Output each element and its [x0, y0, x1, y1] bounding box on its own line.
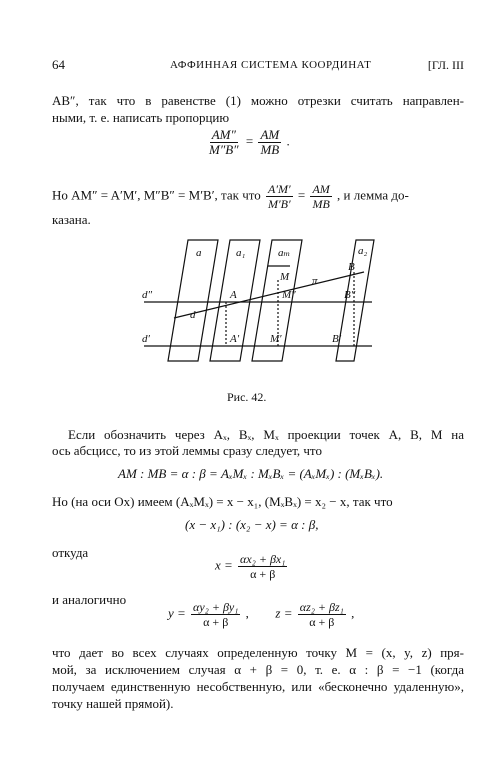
label-B: B: [348, 261, 355, 273]
word-analogichno: и аналогично: [52, 592, 127, 607]
label-B-prime: B′: [332, 333, 342, 345]
label-M: M: [280, 271, 290, 283]
label-plane-a: a: [196, 247, 202, 259]
label-pi: π: [312, 275, 318, 287]
line-d: [174, 272, 364, 318]
figure-42: [136, 236, 376, 376]
label-B-double-prime: B″: [344, 289, 356, 301]
para5-line4: точку нашей прямой).: [52, 696, 174, 711]
plane-a: [168, 240, 218, 361]
word-otkuda: откуда: [52, 545, 89, 560]
para3-line2: ось абсцисс, то из этой леммы сразу следует, что: [52, 443, 322, 458]
para2-line1: Но AM″ = A′M′, M″B″ = M′B′, так что $\frac{A'M'}{M'B'}$ = $\frac{AM}{MB}$ , и лемма до-: [52, 182, 409, 211]
eq1-left-fraction: $\frac{AM''}{M''B''}$: [209, 127, 239, 157]
para5-line3: получаем единственную несобственную, или «бесконечно удаленную»,: [52, 679, 464, 694]
label-d-prime: d′: [142, 333, 150, 345]
label-A: A: [230, 289, 237, 301]
equation-5: y = $\frac{\text{αy₂ + βy₁}}{\alpha + \beta}$ , z = $\frac{\text{αz₂ + βz₁}}{\alpha + \beta}$ ,: [168, 600, 355, 629]
chapter-ref: [ГЛ. III: [427, 58, 464, 72]
para3-line1: Если обозначить через Aₓ, Bₓ, Mₓ проекции точек A, B, M на: [68, 427, 464, 442]
equation-2: AM : MB = α : β = AₓMₓ : MₓBₓ = (AₓMₓ) : (MₓBₓ).: [118, 466, 384, 481]
label-M-double-prime: M″: [282, 289, 296, 301]
para2-left-fraction: $\frac{A'M'}{M'B'}$: [268, 182, 291, 211]
eq1-right-fraction: $\frac{AM}{MB}$: [260, 127, 280, 157]
running-title: АФФИННАЯ СИСТЕМА КООРДИНАТ: [170, 59, 372, 71]
para1-line2: ными, т. е. написать пропорцию: [52, 110, 230, 125]
label-d: d: [190, 309, 196, 321]
equation-3: (x − x₁) : (x₂ − x) = α : β,: [185, 517, 319, 532]
figure-caption: Рис. 42.: [227, 390, 267, 404]
label-plane-am: aₘ: [278, 247, 291, 259]
para1-line1: AB″, так что в равенстве (1) можно отрезки считать направлен-: [52, 93, 464, 108]
label-d-double-prime: d″: [142, 289, 153, 301]
para2-right-fraction: $\frac{AM}{MB}$: [312, 182, 330, 211]
label-plane-a1: a₁: [236, 247, 246, 259]
label-plane-a2: a₂: [358, 245, 368, 257]
para5-line2: мой, за исключением случая α + β = 0, т. е. α : β = −1 (когда: [52, 662, 464, 677]
para4: Но (на оси Ox) имеем (AₓMₓ) = x − x₁, (MₓBₓ) = x₂ − x, так что: [52, 494, 393, 509]
equation-1: $\frac{AM''}{M''B''}$ = $\frac{AM}{MB}$ .: [209, 127, 290, 157]
para5-line1: что дает во всех случаях определенную точку M = (x, y, z) пря-: [52, 645, 464, 660]
label-A-prime: A′: [230, 333, 240, 345]
equation-4: x = $\frac{\text{αx₂ + βx₁}}{\alpha + \beta}$: [215, 552, 286, 581]
page-number: 64: [52, 57, 65, 72]
label-M-prime: M′: [270, 333, 282, 345]
para2-line2: казана.: [52, 212, 91, 227]
